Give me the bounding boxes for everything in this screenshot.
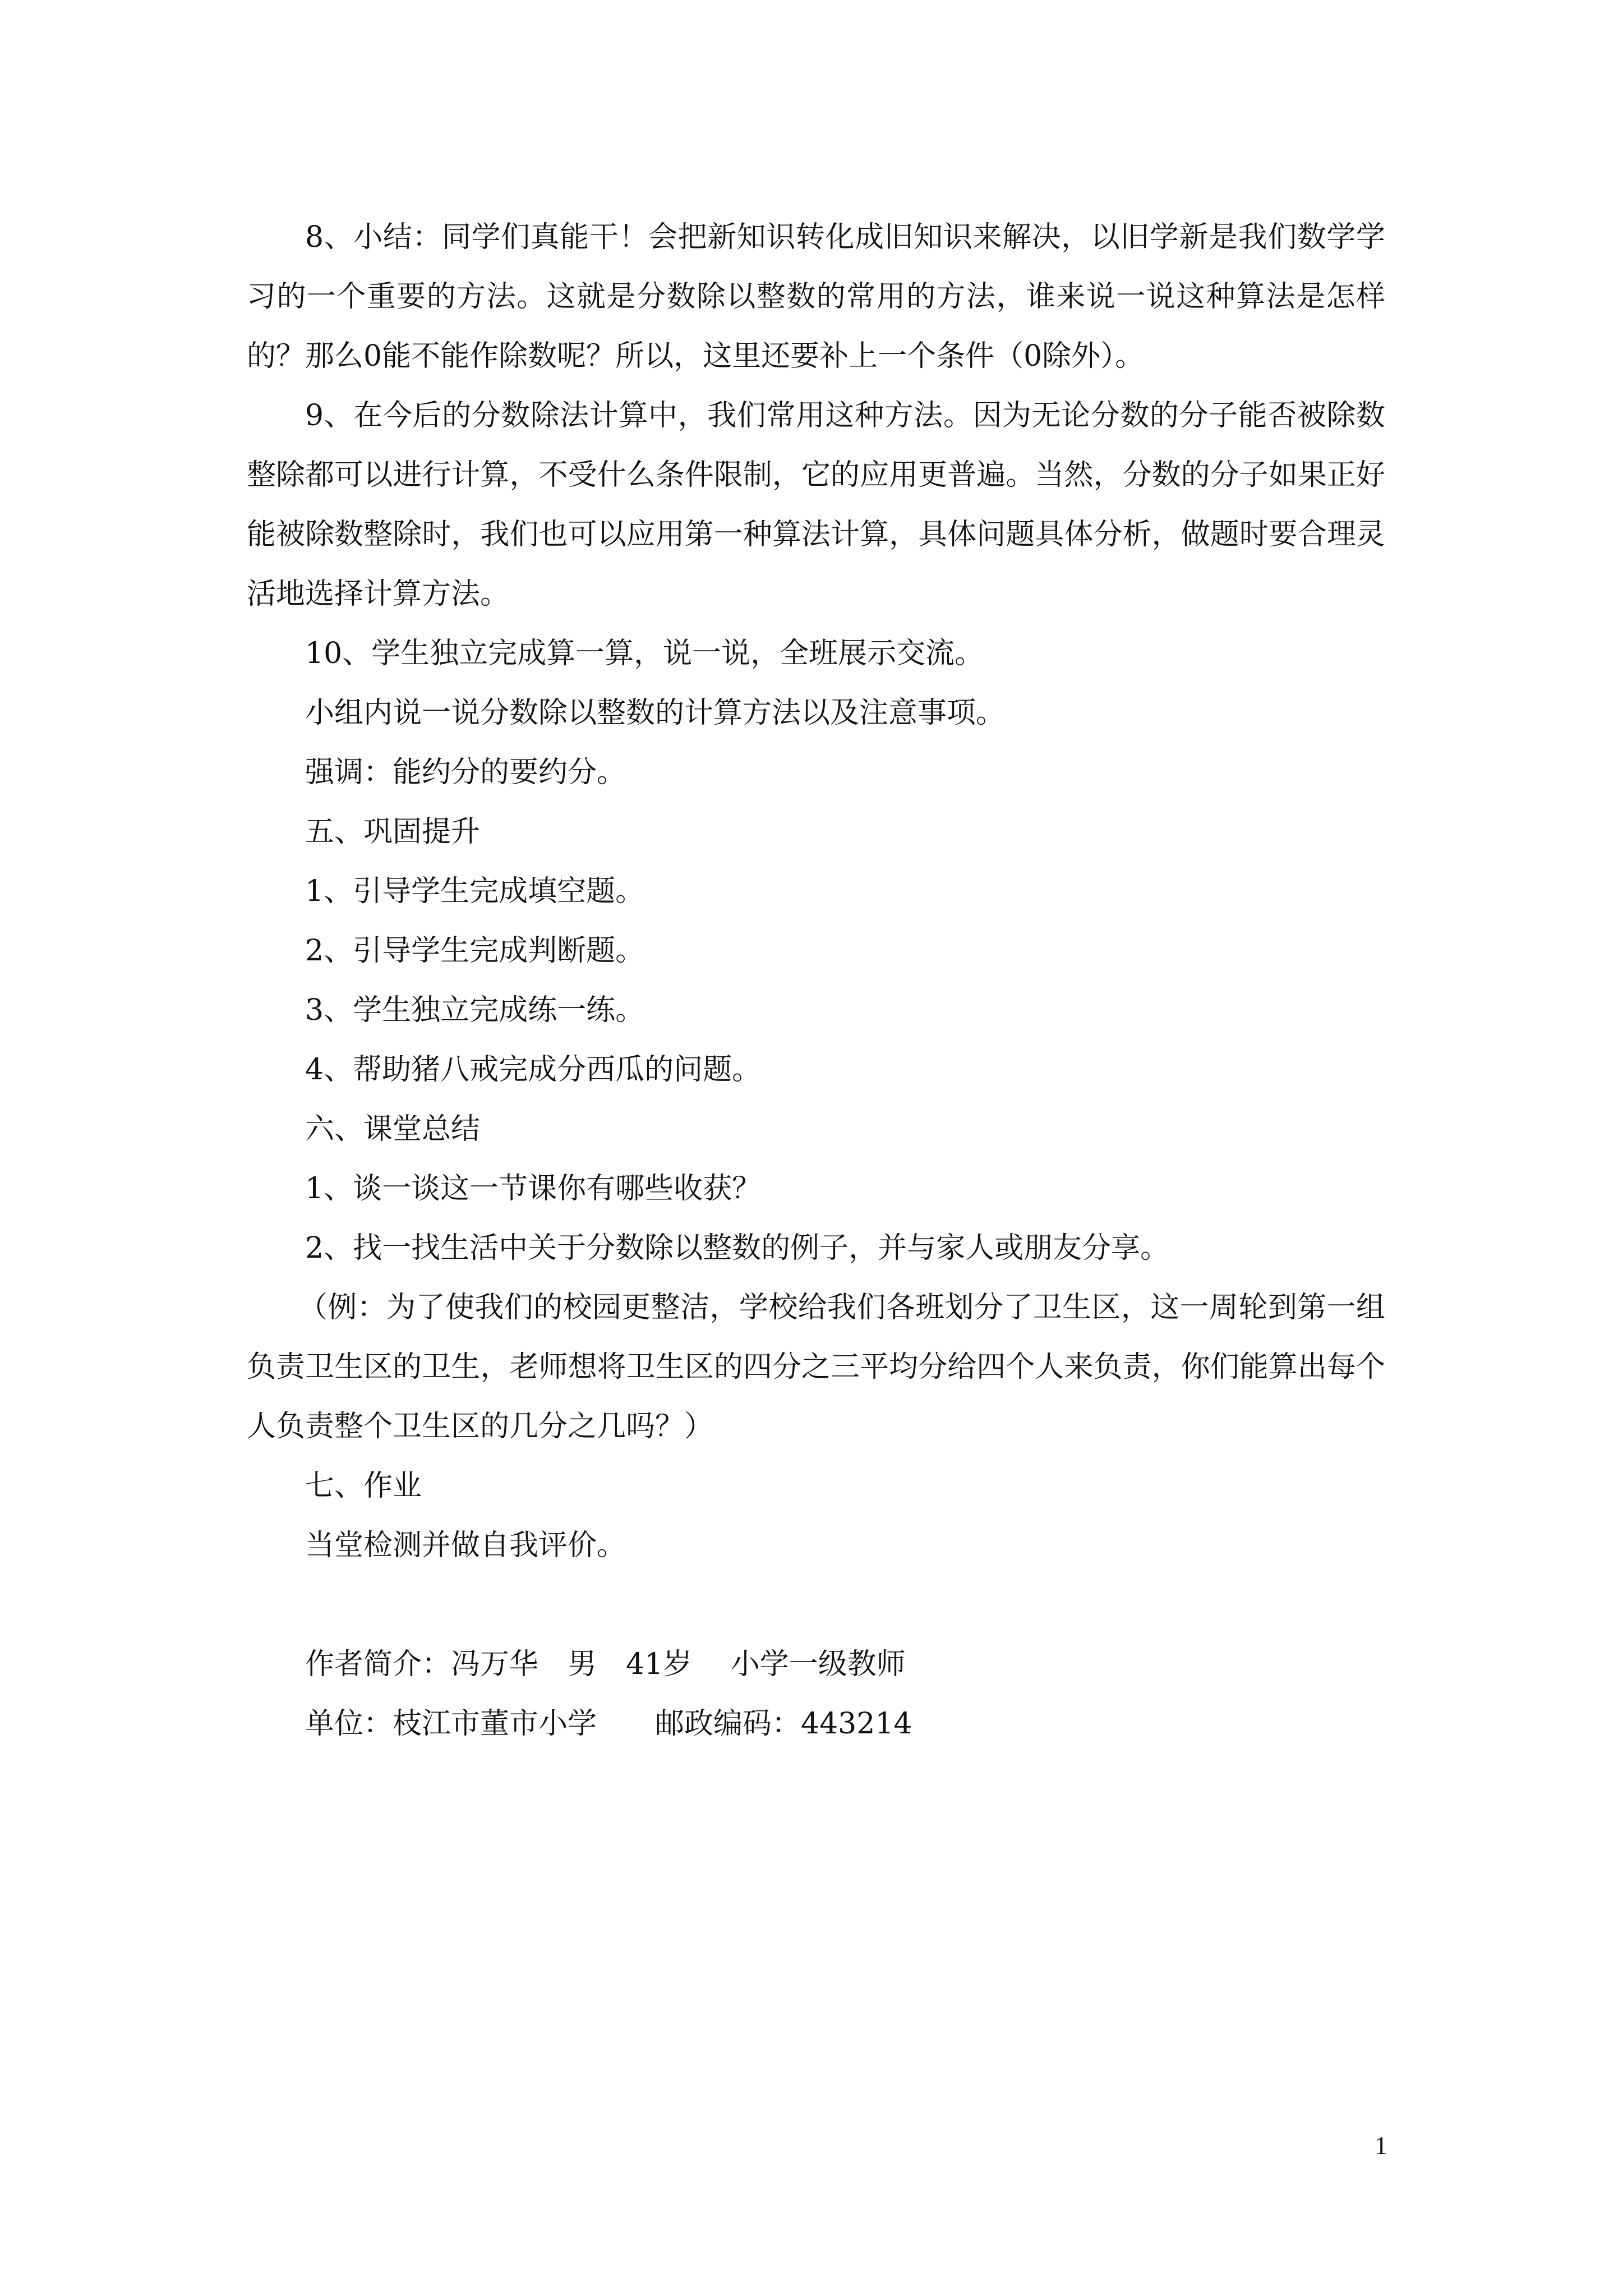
paragraph-example-note: （例：为了使我们的校园更整洁，学校给我们各班划分了卫生区，这一周轮到第一组负责卫生区的卫生，老师想将卫生区的四分之三平均分给四个人来负责，你们能算出每个人负责整个卫生区的几分之几吗？） [247, 1291, 1385, 1443]
paragraph-emphasis: 强调：能约分的要约分。 [305, 756, 626, 789]
blank-spacer [247, 1575, 1385, 1635]
paragraph-homework: 当堂检测并做自我评价。 [305, 1529, 626, 1562]
paragraph-group-discussion: 小组内说一说分数除以整数的计算方法以及注意事项。 [305, 696, 1006, 730]
list-item-share: 2、找一找生活中关于分数除以整数的例子，并与家人或朋友分享。 [305, 1231, 1170, 1265]
document-body [247, 208, 1385, 1754]
paragraph-step-10: 10、学生独立完成算一算，说一说，全班展示交流。 [305, 637, 984, 670]
page-number: 1 [1375, 2131, 1387, 2160]
list-item-fill-blank: 1、引导学生完成填空题。 [305, 875, 645, 908]
list-item-watermelon: 4、帮助猪八戒完成分西瓜的问题。 [305, 1053, 762, 1087]
section-heading-summary: 六、课堂总结 [305, 1112, 481, 1146]
section-heading-homework: 七、作业 [305, 1469, 422, 1503]
list-item-true-false: 2、引导学生完成判断题。 [305, 934, 645, 968]
unit-info: 单位：枝江市董市小学 邮政编码：443214 [305, 1707, 912, 1741]
section-heading-consolidation: 五、巩固提升 [305, 815, 481, 849]
list-item-practice: 3、学生独立完成练一练。 [305, 993, 645, 1027]
list-item-reflection: 1、谈一谈这一节课你有哪些收获？ [305, 1172, 762, 1205]
paragraph-summary-8: 8、小结：同学们真能干！会把新知识转化成旧知识来解决，以旧学新是我们数学学习的一个重要的方法。这就是分数除以整数的常用的方法，谁来说一说这种算法是怎样的？那么0能不能作除数呢？所以，这里还要补上一个条件（0除外）。 [247, 220, 1385, 373]
author-info: 作者简介：冯万华 男 41岁 小学一级教师 [305, 1648, 906, 1681]
paragraph-method-9: 9、在今后的分数除法计算中，我们常用这种方法。因为无论分数的分子能否被除数整除都可以进行计算，不受什么条件限制，它的应用更普遍。当然，分数的分子如果正好能被除数整除时，我们也可以应用第一种算法计算，具体问题具体分析，做题时要合理灵活地选择计算方法。 [247, 399, 1385, 611]
